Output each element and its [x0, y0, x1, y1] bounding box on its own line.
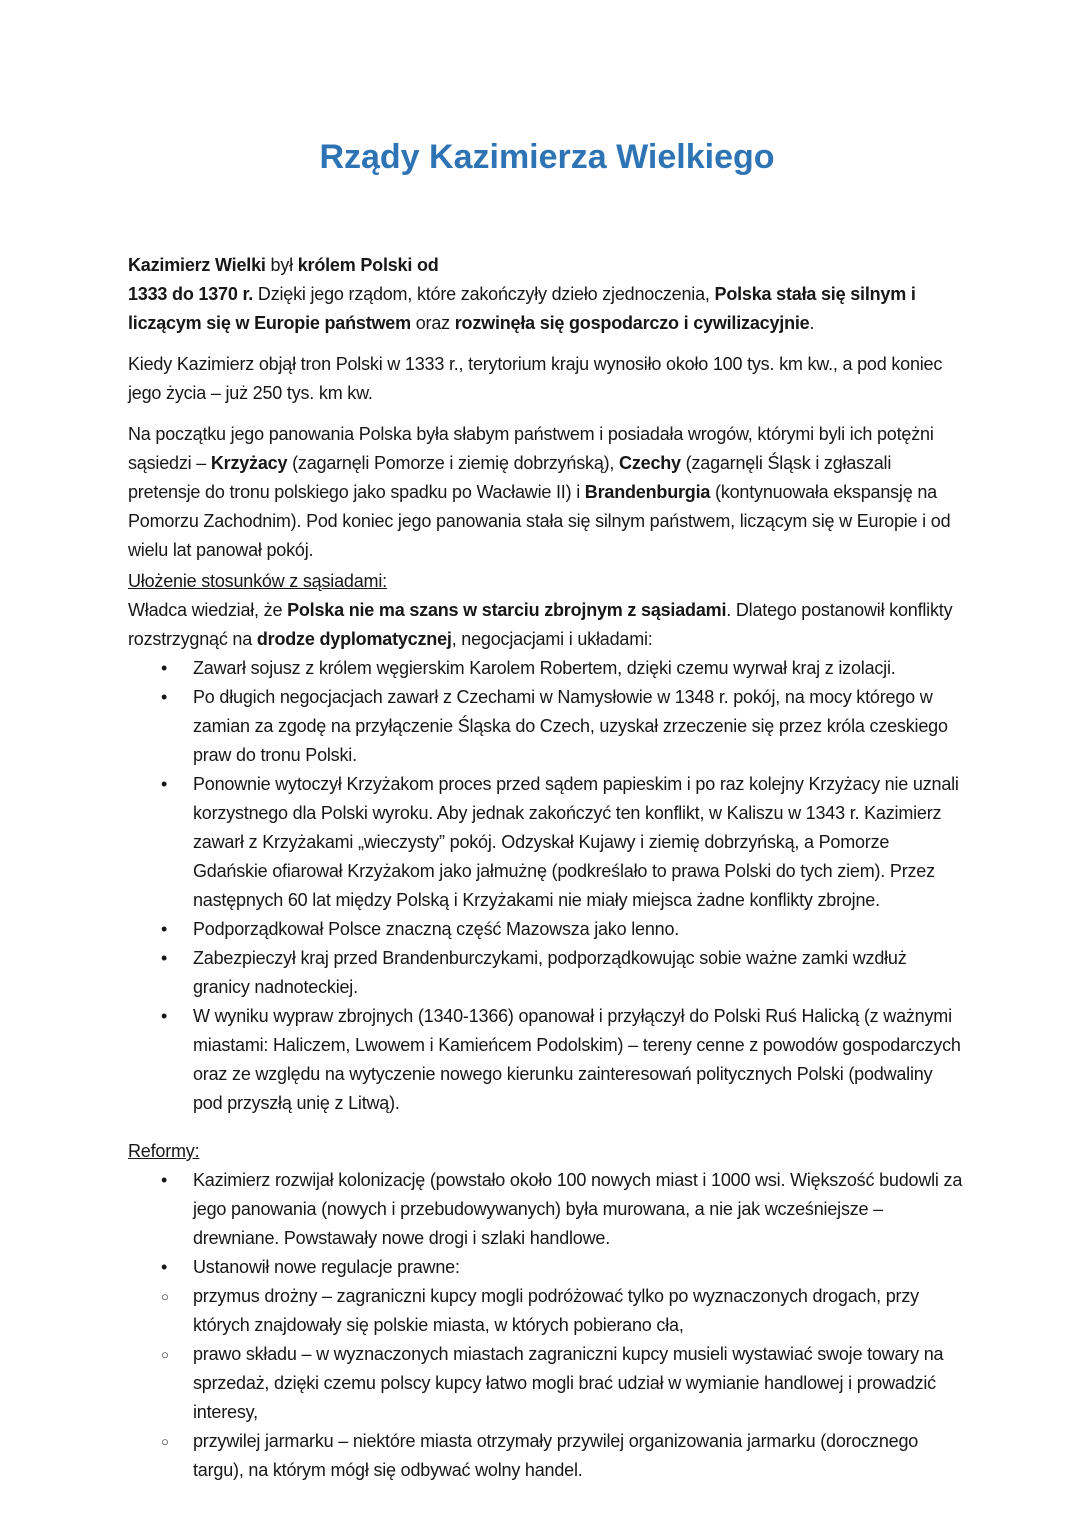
document-title: Rządy Kazimierza Wielkiego [319, 138, 775, 176]
list-item-text: Zabezpieczył kraj przed Brandenburczykami, podporządkowując sobie ważne zamki wzdłuż granicy nadnoteckiej. [193, 948, 907, 997]
list-item [128, 683, 966, 770]
reforms-bullet-list [128, 1166, 966, 1485]
disc-bullet-icon: • [161, 774, 168, 794]
list-item-text: przywilej jarmarku – niektóre miasta otrzymały przywilej organizowania jarmarku (dorocznego targu), na którym mógł się odbywać wolny handel. [193, 1431, 919, 1480]
list-item [128, 1282, 966, 1340]
list-item [128, 1340, 966, 1427]
list-item-text: W wyniku wypraw zbrojnych (1340-1366) opanował i przyłączył do Polski Ruś Halicką (z ważnymi miastami: Haliczem, Lwowem i Kamieńcem Podolskim) – tereny cenne z powodów gospodarczych oraz ze względu na wytyczenie nowego kierunku zainteresowań politycznych Polski (podwaliny pod przyszłą unię z Litwą). [193, 1006, 961, 1113]
list-item-text: Ustanowił nowe regulacje prawne: [193, 1257, 460, 1277]
disc-bullet-icon: • [161, 1170, 168, 1190]
disc-bullet-icon: • [161, 919, 168, 939]
section-reforms-heading: Reformy: [128, 1141, 200, 1161]
list-item-text: prawo składu – w wyznaczonych miastach zagraniczni kupcy musieli wystawiać swoje towary na sprzedaż, dzięki czemu polscy kupcy łatwo mogli brać udział w wymianie handlowej i prowadzić interesy, [193, 1344, 944, 1422]
paragraph-neighbors: Na początku jego panowania Polska była słabym państwem i posiadała wrogów, którymi byli ich potężni sąsiedzi – Krzyżacy (zagarnęli Pomorze i ziemię dobrzyńską), Czechy (zagarnęli Śląsk i zgłaszali pretensje do tronu polskiego jako spadku po Wacławie II) i Brandenburgia (kontynuowała ekspansję na Pomorzu Zachodnim). Pod koniec jego panowania stała się silnym państwem, liczącym się w Europie i od wielu lat panował pokój. [128, 424, 951, 560]
disc-bullet-icon: • [161, 948, 168, 968]
list-item-text: Zawarł sojusz z królem węgierskim Karolem Robertem, dzięki czemu wyrwał kraj z izolacji. [193, 658, 896, 678]
list-item-text: przymus drożny – zagraniczni kupcy mogli podróżować tylko po wyznaczonych drogach, przy których znajdowały się polskie miasta, w których pobierano cła, [193, 1286, 919, 1335]
list-item [128, 915, 966, 944]
list-item-text: Po długich negocjacjach zawarł z Czechami w Namysłowie w 1348 r. pokój, na mocy którego w zamian za zgodę na przyłączenie Śląska do Czech, uzyskał zrzeczenie się przez króla czeskiego praw do tronu Polski. [193, 687, 948, 765]
disc-bullet-icon: • [161, 1006, 168, 1026]
list-item [128, 1427, 966, 1485]
circle-bullet-icon: ○ [161, 1434, 169, 1449]
list-item-text: Kazimierz rozwijał kolonizację (powstało około 100 nowych miast i 1000 wsi. Większość budowli za jego panowania (nowych i przebudowywanych) była murowana, a nie jak wcześniejsze – drewniane. Powstawały nowe drogi i szlaki handlowe. [193, 1170, 963, 1248]
disc-bullet-icon: • [161, 1257, 168, 1277]
section-relations [128, 567, 966, 1118]
section-reforms [128, 1137, 966, 1485]
list-item [128, 1002, 966, 1118]
disc-bullet-icon: • [161, 687, 168, 707]
relations-bullet-list [128, 654, 966, 1118]
paragraph-intro: Kazimierz Wielki był królem Polski od 1333 do 1370 r. Dzięki jego rządom, które zakończyły dzieło zjednoczenia, Polska stała się silnym i liczącym się w Europie państwem oraz rozwinęła się gospodarczo i cywilizacyjnie. [128, 255, 916, 333]
section-relations-heading: Ułożenie stosunków z sąsiadami: [128, 571, 387, 591]
disc-bullet-icon: • [161, 658, 168, 678]
list-item [128, 1166, 966, 1253]
circle-bullet-icon: ○ [161, 1347, 169, 1362]
list-item [128, 654, 966, 683]
list-item-text: Podporządkował Polsce znaczną część Mazowsza jako lenno. [193, 919, 680, 939]
list-item [128, 1253, 966, 1282]
circle-bullet-icon: ○ [161, 1289, 169, 1304]
paragraph-territory: Kiedy Kazimierz objął tron Polski w 1333 r., terytorium kraju wynosiło około 100 tys. km kw., a pod koniec jego życia – już 250 tys. km kw. [128, 354, 943, 403]
list-item-text: Ponownie wytoczył Krzyżakom proces przed sądem papieskim i po raz kolejny Krzyżacy nie uznali korzystnego dla Polski wyroku. Aby jednak zakończyć ten konflikt, w Kaliszu w 1343 r. Kazimierz zawarł z Krzyżakami „wieczysty” pokój. Odzyskał Kujawy i ziemię dobrzyńską, a Pomorze Gdańskie ofiarował Krzyżakom jako jałmużnę (podkreślało to prawa Polski do tych ziem). Przez następnych 60 lat między Polską i Krzyżakami nie miały miejsca żadne konflikty zbrojne. [193, 774, 959, 910]
section-relations-lead: Władca wiedział, że Polska nie ma szans w starciu zbrojnym z sąsiadami. Dlatego postanowił konflikty rozstrzygnąć na drodze dyplomatycznej, negocjacjami i układami: [128, 600, 953, 649]
list-item [128, 944, 966, 1002]
list-item [128, 770, 966, 915]
